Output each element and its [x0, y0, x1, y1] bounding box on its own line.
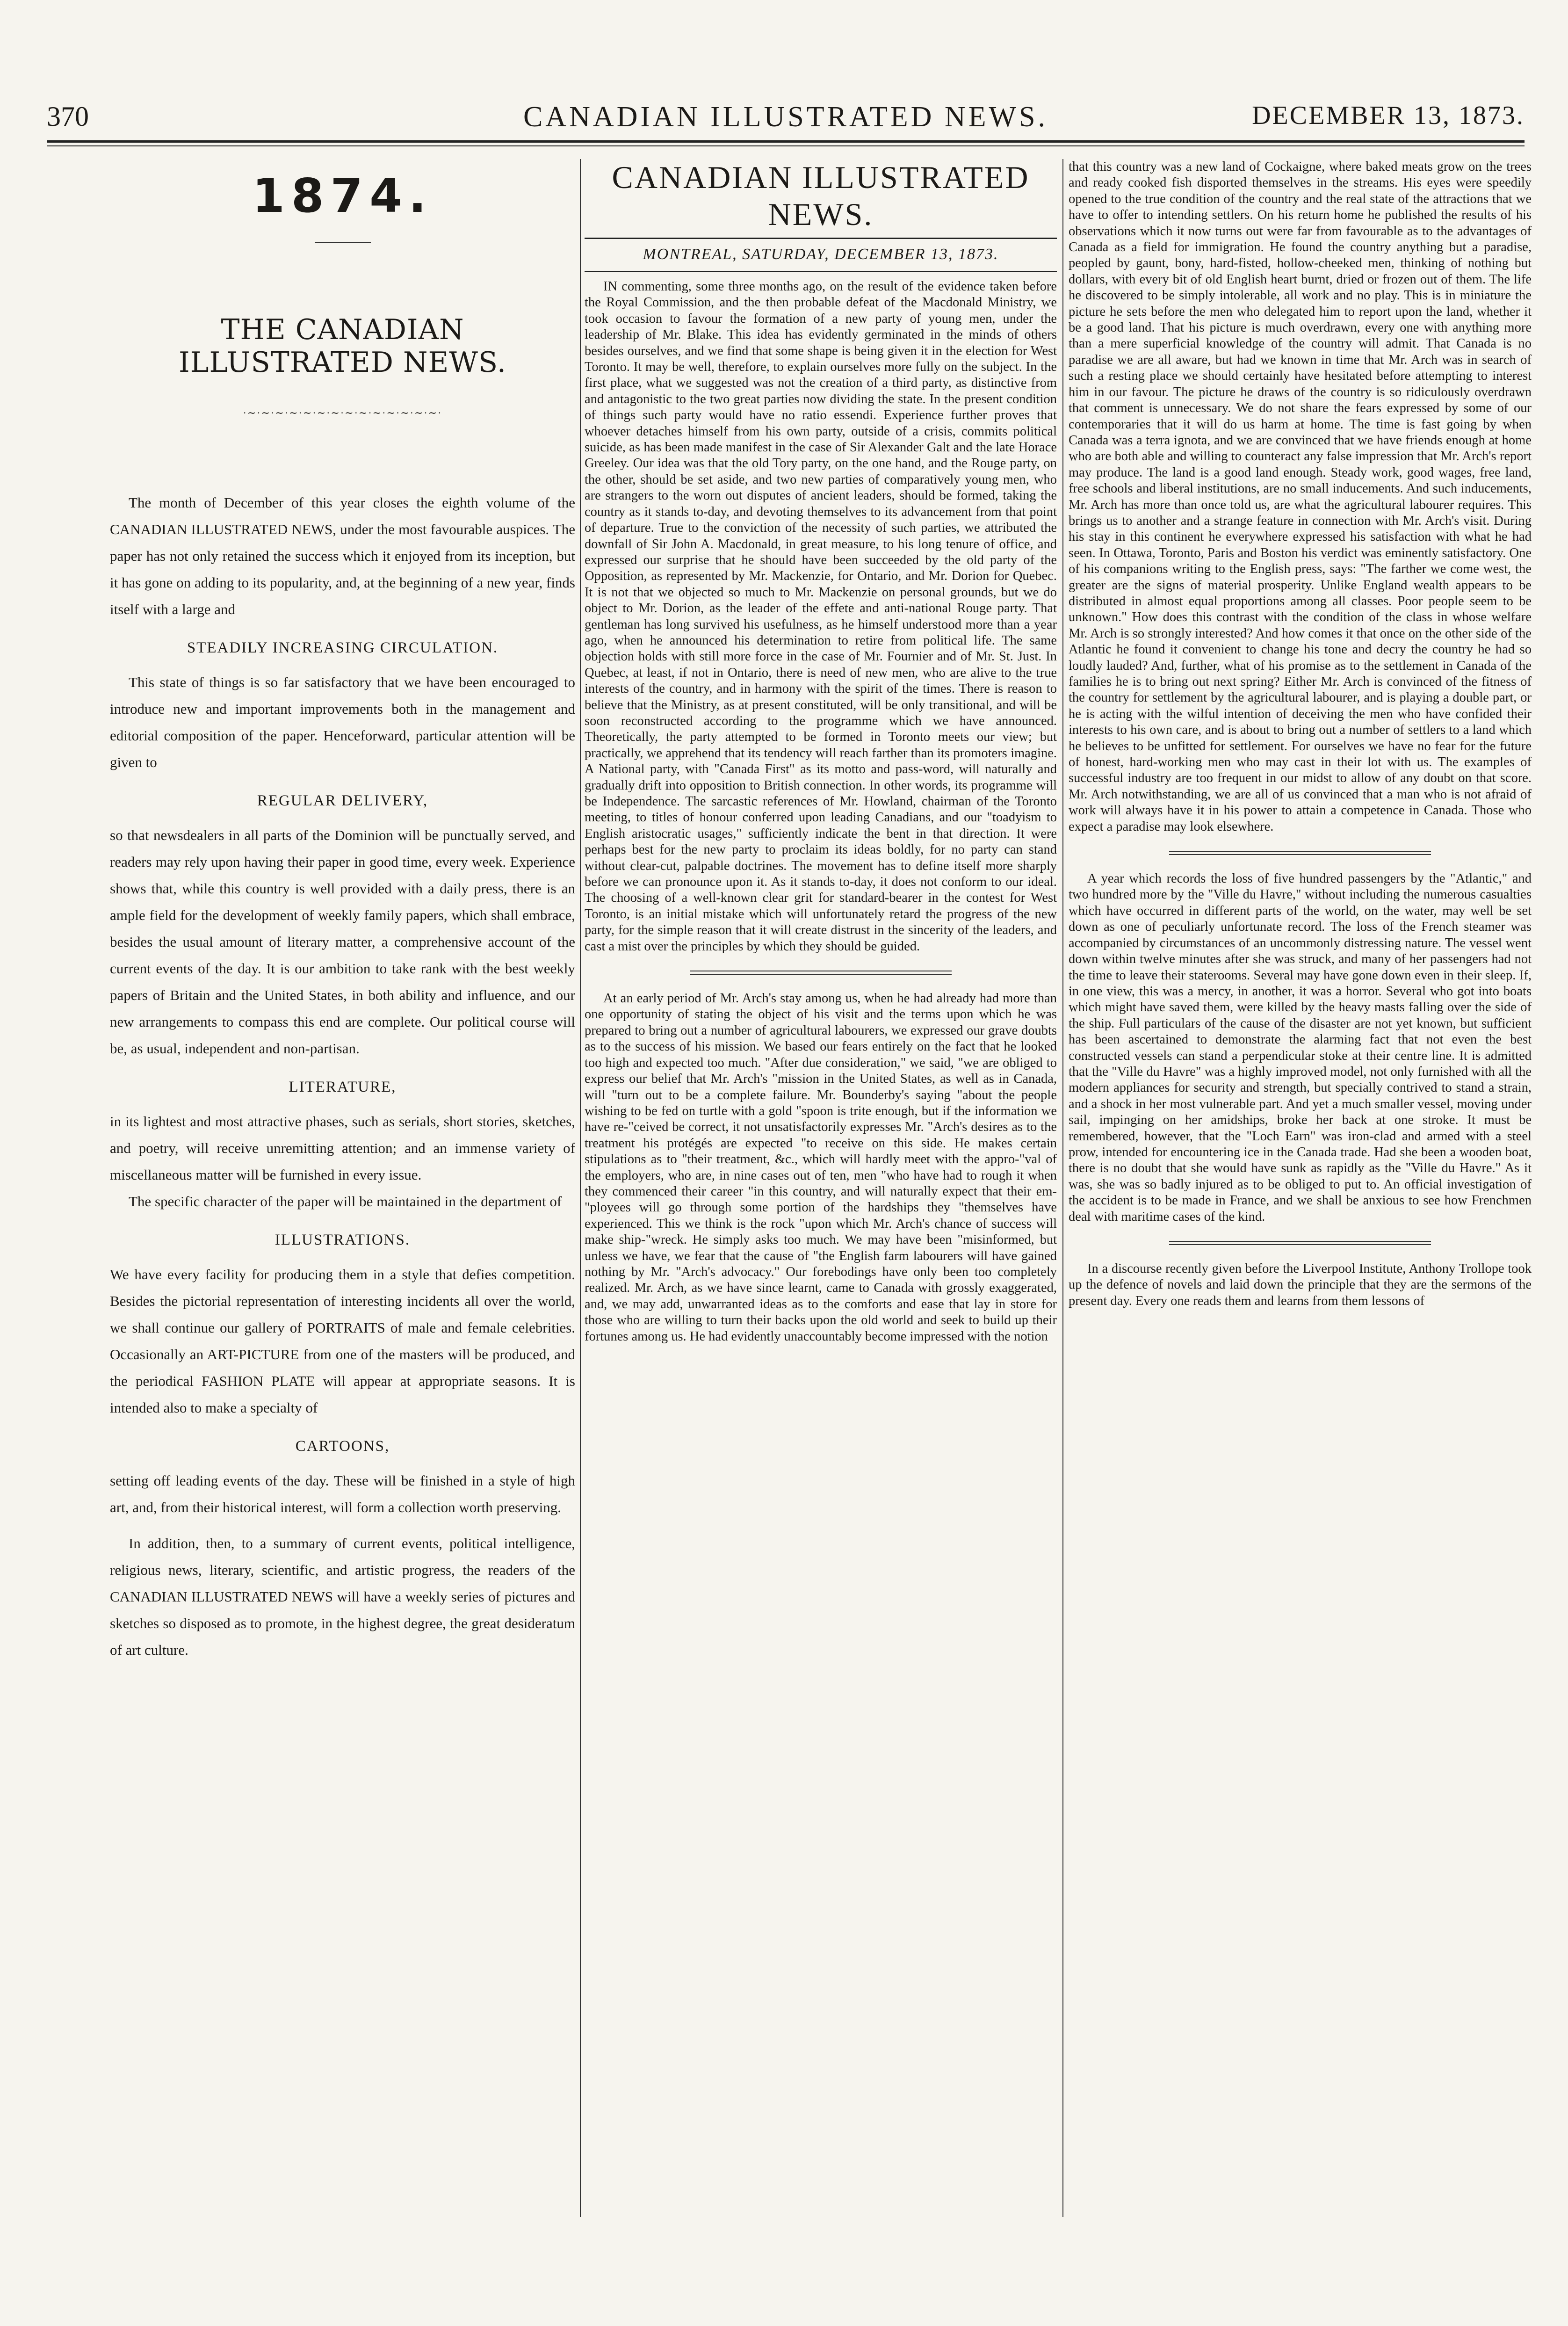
paragraph: IN commenting, some three months ago, on the result of the evidence taken before the Royal Commission, and the then probable defeat of the Macdonald Ministry, we took occasion to favour the formation of a new party of young men, under the leadership of Mr. Blake. This idea has evidently germinated in the minds of others besides ourselves, and we find that some shape is being given it in the election for West Toronto. It may be well, therefore, to explain ourselves more fully on the subject. In the first place, what we suggested was not the creation of a third party, as distinctive from and antagonistic to the two great parties now dividing the state. In the present condition of things such party would have no ratio essendi. Experience further proves that whoever detaches himself from his own party, outside of a crisis, commits political suicide, as has been made manifest in the case of Sir Alexander Galt and the late Horace Greeley. Our idea was that the old Tory party, on the one hand, and the Rouge party, on the other, should be set aside, and two new parties of comparatively young men, who are strangers to the worn out disputes of ancient leaders, should be formed, taking the country as it stands to-day, and devoting themselves to its advancement from that point of departure. True to the conviction of the necessity of such parties, we attributed the downfall of Sir John A. Macdonald, in great measure, to his long tenure of office, and expressed our surprise that he should have been succeeded by the old party of the Opposition, as represented by Mr. Mackenzie, for Ontario, and Mr. Dorion for Quebec. It is not that we objected so much to Mr. Mackenzie on personal grounds, but we do object to Mr. Dorion, as the leader of the effete and anti-national Rouge party. That gentleman has long survived his usefulness, as he himself understood more than a year ago, when he announced his determination to retire from political life. The same objection holds with still more force in the case of Mr. Fournier and of Mr. St. Just. In Quebec, at least, if not in Ontario, there is need of new men, who are alive to the true interests of the country, and in harmony with the spirit of the times. There is reason to believe that the Ministry, as at present constituted, will be only transitional, and will be soon reconstructed according to the programme which we have announced. Theoretically, the party attempted to be formed in Toronto meets our view; but practically, we apprehend that its tendency will reach farther than its promoters imagine. A National party, with "Canada First" as its motto and pass-word, will naturally and gradually drift into opposition to British connection. In other words, its programme will be Independence. The sarcastic references of Mr. Howland, chairman of the Toronto meeting, to titles of honour conferred upon leading Canadians, and our "toadyism to English aristocratic usages," sufficiently indicate the bent in that direction. It were perhaps best for the new party to proclaim its ideas boldly, for no party can stand without clear-cut, palpable doctrines. The movement has to define itself more sharply before we can pronounce upon it. As it stands to-day, it does not conform to our ideal. The choosing of a well-known clear grit for standard-bearer in the contest for West Toronto, is an initial mistake which will unfortunately retard the progress of the new party, for the simple reason that it will create distrust in the sincerity of the leaders, and cast a mist over the principles by which they should be guided. [585, 279, 1057, 954]
masthead-rule [585, 271, 1057, 272]
page-number: 370 [47, 101, 89, 132]
section-divider [1169, 1241, 1431, 1245]
paragraph: in its lightest and most attractive phases, such as serials, short stories, sketches, and poetry, will receive unremitting attention; and an immense variety of miscellaneous matter will be furnished in every issue. [110, 1113, 575, 1183]
paragraph: The specific character of the paper will be maintained in the department of [129, 1193, 562, 1210]
paragraph: In addition, then, to a summary of current events, political intelligence, religious news, literary, scientific, and artistic progress, the readers of the CANADIAN ILLUSTRATED NEWS will have a weekly series of pictures and sketches so disposed as to promote, in the highest degree, the great desideratum of art culture. [110, 1535, 575, 1658]
section-heading: STEADILY INCREASING CIRCULATION. [187, 639, 499, 656]
masthead-ornamental: THE CANADIAN ILLUSTRATED NEWS. [178, 313, 507, 379]
editorial-masthead: CANADIAN ILLUSTRATED NEWS. [612, 159, 1030, 232]
announcement-column [110, 159, 575, 1663]
page-header [47, 101, 1525, 138]
section-divider [1169, 851, 1431, 855]
paragraph: This state of things is so far satisfactory that we have been encouraged to introduce new and important improvements both in the management and editorial composition of the paper. Henceforward, particular attention will be given to [110, 674, 575, 770]
paragraph: At an early period of Mr. Arch's stay among us, when he had already had more than one opportunity of stating the object of his visit and the terms upon which he was prepared to bring out a number of agricultural labourers, we expressed our grave doubts as to the success of his mission. We based our fears entirely on the fact that he looked too high and expected too much. "After due consideration," we said, "we are obliged to express our belief that Mr. Arch's "mission in the United States, as well as in Canada, will "turn out to be a complete failure. Mr. Bounderby's saying "about the people wishing to be fed on turtle with a gold "spoon is trite enough, but if the information we have re-"ceived be correct, it not unsatisfactorily expresses Mr. "Arch's desires as to the treatment his protégés are expected "to receive on this side. He makes certain stipulations as to "their treatment, &c., which will hardly meet with the appro-"val of the employers, who are, in nine cases out of ten, men "who have had to rough it when they commenced their career "in this country, and will naturally expect that their em-"ployees will go through some portion of the hardships they "themselves have experienced. This we think is the rock "upon which Mr. Arch's chance of success will make ship-"wreck. He simply asks too much. We may have been "misinformed, but unless we have, we fear that the cause of "the English farm labourers will have gained nothing by Mr. "Arch's advocacy." Our forebodings have only been too completely realized. Mr. Arch, as we have since learnt, came to Canada with grossly exaggerated, and, we may add, unwarranted ideas as to the comforts and ease that lay in store for those who are willing to turn their backs upon the old world and seek to build up their fortunes among us. He had evidently unaccountably become impressed with the notion [585, 991, 1057, 1344]
header-rule [47, 140, 1525, 143]
running-title: CANADIAN ILLUSTRATED NEWS. [523, 101, 1048, 133]
section-heading: REGULAR DELIVERY, [257, 792, 428, 809]
section-heading: CARTOONS, [295, 1438, 390, 1455]
paragraph: setting off leading events of the day. These will be finished in a style of high art, and, from their historical interest, will form a collection worth preserving. [110, 1472, 575, 1515]
paragraph: The month of December of this year closes the eighth volume of the CANADIAN ILLUSTRATED NEWS, under the most favourable auspices. The paper has not only retained the success which it enjoyed from its inception, but it has gone on adding to its popularity, and, at the beginning of a new year, finds itself with a large and [110, 494, 575, 617]
short-rule [315, 242, 371, 243]
year-heading: 1874. [252, 168, 433, 223]
column-divider [1062, 159, 1063, 2217]
editorial-column [585, 159, 1057, 1345]
paragraph: In a discourse recently given before the Liverpool Institute, Anthony Trollope took up the defence of novels and laid down the principle that they are the sermons of the present day. Every one reads them and learns from them lessons of [1069, 1261, 1532, 1308]
section-heading: LITERATURE, [289, 1079, 397, 1095]
column-divider [580, 159, 581, 2217]
masthead-rule [585, 238, 1057, 239]
editorial-column-continued [1069, 159, 1532, 1309]
header-rule-thin [47, 145, 1525, 146]
paragraph: A year which records the loss of five hundred passengers by the "Atlantic," and two hundred more by the "Ville du Havre," without including the numerous casualties which have occurred in different parts of the world, on the water, may well be set down as one of peculiarly unfortunate record. The loss of the French steamer was accompanied by circumstances of an uncommonly distressing nature. The vessel went down within twelve minutes after she was struck, and many of her passengers had not the time to leave their staterooms. Several may have gone down even in their sleep. If, in one view, this was a mercy, in another, it was a horror. Several who got into boats which might have saved them, were killed by the heavy masts falling over the side of the ship. Full particulars of the cause of the disaster are not yet known, but sufficient has been ascertained to demonstrate the alarming fact that not even the best constructed vessels can stand a perpendicular stoke at their centre line. It is admitted that the "Ville du Havre" was a highly improved model, not only furnished with all the modern appliances for security and strength, but specially contrived to stand a strain, and a shock in her most vulnerable part. And yet a much smaller vessel, moving under sail, impinging on her amidships, broke her back at one stroke. It must be remembered, however, that the "Loch Earn" was iron-clad and armed with a steel prow, intended for encountering ice in the Canada trade. Had she been a wooden boat, there is no doubt that she would have sunk as rapidly as the "Ville du Havre." As it was, she was so badly injured as to be obliged to put to. An official investigation of the accident is to be made in France, and we shall be anxious to see how Frenchmen deal with maritime cases of the kind. [1069, 871, 1532, 1224]
ornament-divider: ·∼·∼·∼·∼·∼·∼·∼·∼·∼·∼·∼·∼·∼·∼· [243, 407, 442, 419]
paragraph: We have every facility for producing them in a style that defies competition. Besides the pictorial representation of interesting incidents all over the world, we shall continue our gallery of PORTRAITS of male and female celebrities. Occasionally an ART-PICTURE from one of the masters will be produced, and the periodical FASHION PLATE will appear at appropriate seasons. It is intended also to make a specialty of [110, 1266, 575, 1416]
section-heading: ILLUSTRATIONS. [275, 1232, 411, 1248]
dateline: MONTREAL, SATURDAY, DECEMBER 13, 1873. [643, 246, 999, 263]
issue-date: DECEMBER 13, 1873. [1252, 101, 1525, 130]
paragraph: that this country was a new land of Cockaigne, where baked meats grow on the trees and ready cooked fish disported themselves in the streams. His eyes were speedily opened to the true condition of the country and the real state of the attractions that we have to offer to intending settlers. On his return home he published the results of his observations which it now turns out were far from favourable as to the advantages of Canada as a field for immigration. He found the country anything but a paradise, peopled by gaunt, bony, hard-fisted, hollow-cheeked men, thinking of nothing but dollars, with every bit of old English heart burnt, dried or frozen out of them. The life he discovered to be simply intolerable, all work and no play. This is in miniature the picture he sets before the men who delegated him to report upon the land, whether it be a good land. That his picture is much overdrawn, every one with anything more than a mere superficial knowledge of the country will admit. That Canada is no paradise we are all aware, but had we known in time that Mr. Arch was in search of such a resting place we should certainly have hesitated before attempting to interest him in our favour. The picture he draws of the country is so ridiculously overdrawn that comment is unnecessary. We do not share the fears expressed by some of our contemporaries that it will do us harm at home. The time is fast going by when Canada was a terra ignota, and we are convinced that we have friends enough at home who are both able and willing to counteract any false impression that Mr. Arch's report may produce. The land is a good land enough. Steady work, good wages, free land, free schools and liberal institutions, are no small inducements. And such inducements, Mr. Arch has more than once told us, are what the agricultural labourer requires. This brings us to another and a strange feature in connection with Mr. Arch's visit. During his stay in this continent he everywhere expressed his satisfaction with what he had seen. In Ottawa, Toronto, Paris and Boston his verdict was eminently satisfactory. One of his companions writing to the English press, says: "The farther we come west, the greater are the signs of material prosperity. Unlike England wealth appears to be distributed in almost equal proportions among all classes. Poor people seem to be unknown." How does this contrast with the condition of the class in whose welfare Mr. Arch is so strongly interested? And how comes it that once on the other side of the Atlantic he found it convenient to change his tone and decry the country he had so loudly lauded? And, further, what of his promise as to the settlement in Canada of the families he is to bring out next spring? Either Mr. Arch is convinced of the fitness of the country for settlement by the agricultural labourer, and is playing a double part, or he is acting with the wilful intention of deceiving the men who have confided their interests to his own care, and is about to bring out a number of settlers to a land which he believes to be unfitted for settlement. For ourselves we have no fear for the future of honest, hard-working men who may cast in their lot with us. The examples of successful industry are too frequent in our midst to allow of any doubt on that score. Mr. Arch notwithstanding, we are all of us convinced that a man who is not afraid of work will always have it in his power to attain a competence in Canada. Those who expect a paradise may look elsewhere. [1069, 159, 1532, 834]
section-divider [690, 971, 952, 975]
paragraph: so that newsdealers in all parts of the Dominion will be punctually served, and readers may rely upon having their paper in good time, every week. Experience shows that, while this country is well provided with a daily press, there is an ample field for the development of weekly family papers, which shall embrace, besides the usual amount of literary matter, a comprehensive account of the current events of the day. It is our ambition to take rank with the best weekly papers of Britain and the United States, in both ability and influence, and our new arrangements to compass this end are complete. Our political course will be, as usual, independent and non-partisan. [110, 827, 575, 1057]
